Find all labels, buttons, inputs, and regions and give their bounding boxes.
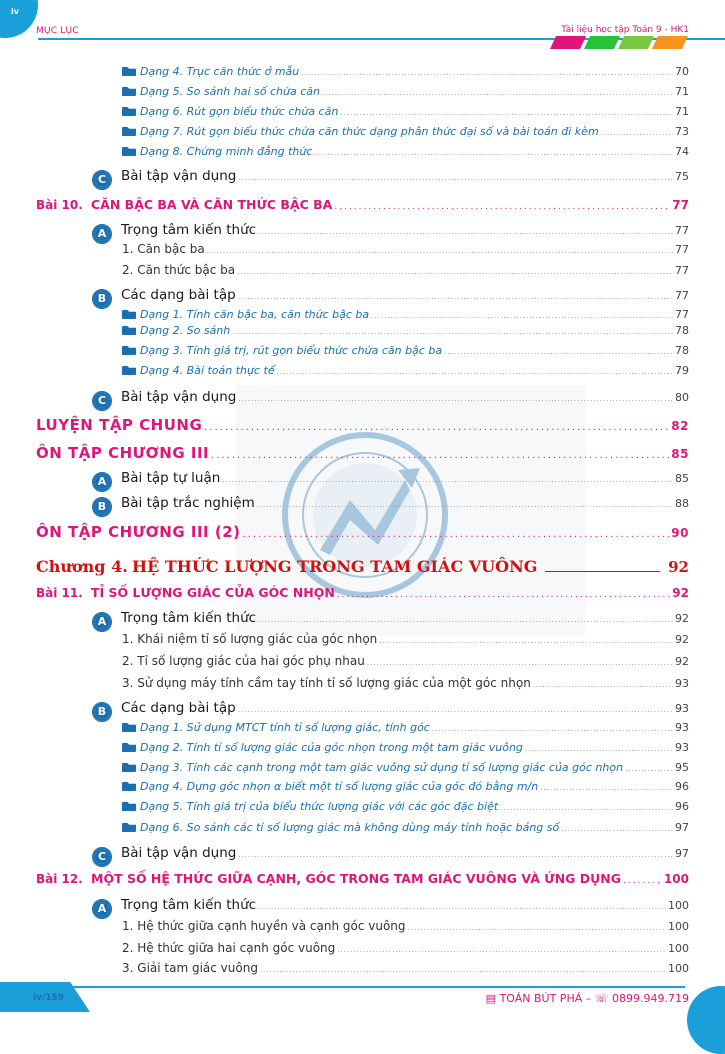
toc-entry-luyen[interactable] — [36, 444, 689, 462]
section-badge — [92, 497, 112, 517]
entry-page: 78 — [675, 324, 689, 337]
footer-rule — [0, 986, 685, 988]
entry-page: 96 — [675, 780, 689, 793]
folder-icon — [122, 723, 136, 732]
entry-title: 3. Giải tam giác vuông — [122, 961, 258, 975]
dot-leader — [408, 924, 666, 932]
dot-leader — [257, 501, 673, 509]
toc-entry-dang[interactable] — [122, 145, 689, 158]
header-section-title: MỤC LỤC — [36, 26, 79, 36]
dot-leader — [301, 69, 673, 77]
publisher-name: TOÁN BÚT PHÁ — [499, 992, 583, 1005]
dot-leader — [379, 637, 673, 645]
dot-leader — [371, 312, 673, 320]
toc-entry-dang[interactable] — [122, 85, 689, 98]
section-badge-letter: A — [95, 475, 109, 489]
dot-leader — [211, 450, 669, 461]
stripe — [584, 36, 620, 49]
section-badge-letter: B — [95, 500, 109, 514]
section-badge — [92, 472, 112, 492]
entry-page: 93 — [675, 702, 689, 715]
dot-leader — [561, 825, 673, 833]
folder-icon — [122, 127, 136, 136]
dot-leader — [322, 89, 673, 97]
toc-entry-dang[interactable] — [122, 761, 689, 774]
entry-page: 78 — [675, 344, 689, 357]
folder-icon — [122, 782, 136, 791]
entry-title: Dạng 4. Trục căn thức ở mẫu — [140, 65, 300, 78]
entry-title: Dạng 2. So sánh — [140, 324, 231, 337]
toc-entry-sec[interactable] — [92, 221, 689, 241]
entry-title: 1. Khái niệm tỉ số lượng giác của góc nhọn — [122, 632, 378, 646]
dot-leader — [277, 368, 673, 376]
dot-leader — [444, 348, 673, 356]
toc-entry-dang[interactable] — [122, 65, 689, 78]
folder-icon — [122, 743, 136, 752]
entry-page: 95 — [675, 761, 689, 774]
toc-entry-sub[interactable] — [122, 941, 689, 955]
entry-title: Dạng 1. Tính căn bậc ba, căn thức bậc ba — [140, 308, 370, 321]
entry-page: 71 — [675, 85, 689, 98]
entry-page: 71 — [675, 105, 689, 118]
entry-page: 90 — [671, 526, 689, 540]
footer-separator: – — [585, 992, 592, 1005]
toc-entry-dang[interactable] — [122, 344, 689, 357]
entry-title: 2. Căn thức bậc ba — [122, 263, 236, 277]
dot-leader — [258, 616, 673, 624]
entry-title: Bài tập vận dụng — [121, 845, 237, 861]
entry-title: Dạng 2. Tính tỉ số lượng giác của góc nhọn trong một tam giác vuông — [140, 741, 523, 754]
entry-title: ÔN TẬP CHƯƠNG III — [36, 444, 210, 462]
toc-entry-dang[interactable] — [122, 800, 689, 813]
section-badge-letter: A — [95, 902, 109, 916]
section-badge — [92, 170, 112, 190]
toc-entry-dang[interactable] — [122, 105, 689, 118]
entry-title: 3. Sử dụng máy tính cầm tay tính tỉ số lượng giác của một góc nhọn — [122, 676, 531, 690]
folder-icon — [122, 823, 136, 832]
dot-leader — [207, 247, 673, 255]
dot-leader — [432, 725, 673, 733]
entry-page: 92 — [675, 612, 689, 625]
entry-page: 93 — [675, 721, 689, 734]
entry-page: 77 — [675, 243, 689, 256]
toc-entry-sec[interactable] — [92, 896, 689, 916]
entry-page: 93 — [675, 741, 689, 754]
dot-leader — [337, 590, 671, 600]
entry-title: Trọng tâm kiến thức — [121, 222, 257, 238]
stripe — [652, 36, 688, 49]
dot-leader — [337, 946, 666, 954]
dot-leader — [237, 268, 673, 276]
entry-page: 97 — [675, 847, 689, 860]
entry-page: 75 — [675, 170, 689, 183]
entry-number: Bài 11. — [36, 586, 83, 600]
dot-leader — [601, 129, 673, 137]
dot-leader — [545, 559, 660, 572]
section-badge-letter: A — [95, 227, 109, 241]
entry-title: Trọng tâm kiến thức — [121, 610, 257, 626]
section-badge — [92, 899, 112, 919]
entry-title: 2. Tỉ số lượng giác của hai góc phụ nhau — [122, 654, 365, 668]
entry-page: 77 — [675, 289, 689, 302]
section-badge — [92, 391, 112, 411]
entry-title: Dạng 1. Sử dụng MTCT tính tỉ số lượng giác, tính góc — [140, 721, 430, 734]
section-badge — [92, 224, 112, 244]
dot-leader — [500, 804, 673, 812]
dot-leader — [238, 174, 673, 182]
toc-entry-sub[interactable] — [122, 961, 689, 975]
section-badge — [92, 847, 112, 867]
entry-title: HỆ THỨC LƯỢNG TRONG TAM GIÁC VUÔNG — [132, 557, 538, 576]
folder-icon — [122, 87, 136, 96]
folder-icon — [122, 310, 136, 319]
document-icon: ▤ — [485, 992, 497, 1005]
toc-entry-sec[interactable] — [92, 609, 689, 629]
phone-number: 0899.949.719 — [612, 992, 689, 1005]
entry-number: Bài 12. — [36, 872, 83, 886]
entry-page: 77 — [672, 198, 689, 212]
toc-entry-dang[interactable] — [122, 364, 689, 377]
entry-page: 92 — [672, 586, 689, 600]
dot-leader — [204, 422, 669, 433]
entry-title: LUYỆN TẬP CHUNG — [36, 416, 203, 434]
toc-entry-sec[interactable] — [92, 286, 689, 306]
dot-leader — [232, 328, 673, 336]
entry-title: Dạng 6. Rút gọn biểu thức chứa căn — [140, 105, 339, 118]
dot-leader — [260, 966, 666, 974]
entry-page: 92 — [668, 558, 689, 576]
entry-title: Bài tập vận dụng — [121, 389, 237, 405]
entry-page: 93 — [675, 677, 689, 690]
entry-title: Dạng 3. Tính các cạnh trong một tam giác vuông sử dụng tỉ số lượng giác của góc nhọn — [140, 761, 624, 774]
entry-page: 85 — [671, 447, 689, 461]
folder-icon — [122, 346, 136, 355]
dot-leader — [238, 706, 673, 714]
entry-title: Dạng 6. So sánh các tỉ số lượng giác mà không dùng máy tính hoặc bảng số — [140, 821, 560, 834]
toc-entry-luyen[interactable] — [36, 416, 689, 434]
toc-entry-sec[interactable] — [92, 167, 689, 187]
dot-leader — [334, 202, 670, 212]
section-badge-letter: C — [95, 850, 109, 864]
entry-page: 100 — [668, 962, 689, 975]
dot-leader — [314, 149, 673, 157]
entry-title: Dạng 3. Tính giá trị, rút gọn biểu thức chứa căn bậc ba — [140, 344, 443, 357]
toc-entry-bai[interactable] — [36, 585, 689, 600]
dot-leader — [367, 659, 673, 667]
entry-title: Dạng 5. Tính giá trị của biểu thức lượng giác với các góc đặc biệt — [140, 800, 499, 813]
toc-entry-sub[interactable] — [122, 632, 689, 646]
toc-entry-dang[interactable] — [122, 780, 689, 793]
entry-page: 73 — [675, 125, 689, 138]
entry-page: 77 — [675, 308, 689, 321]
entry-page: 100 — [668, 920, 689, 933]
footer-page-number: iv/159 — [33, 993, 65, 1003]
toc-entry-dang[interactable] — [122, 741, 689, 754]
dot-leader — [238, 293, 673, 301]
entry-page: 97 — [675, 821, 689, 834]
dot-leader — [258, 228, 673, 236]
entry-title: Dạng 8. Chứng minh đẳng thức — [140, 145, 313, 158]
toc-entry-sub[interactable] — [122, 263, 689, 277]
folder-icon — [122, 326, 136, 335]
section-badge-letter: B — [95, 292, 109, 306]
entry-title: CĂN BẬC BA VÀ CĂN THỨC BẬC BA — [91, 197, 333, 212]
toc-entry-sec[interactable] — [92, 844, 689, 864]
entry-page: 88 — [675, 497, 689, 510]
toc-entry-dang[interactable] — [122, 308, 689, 321]
entry-page: 80 — [675, 391, 689, 404]
entry-title: Dạng 5. So sánh hai số chứa căn — [140, 85, 320, 98]
entry-title: ÔN TẬP CHƯƠNG III (2) — [36, 523, 241, 541]
header-corner-circle — [0, 0, 38, 38]
toc-entry-sec[interactable] — [92, 494, 689, 514]
dot-leader — [222, 476, 673, 484]
dot-leader — [258, 903, 666, 911]
entry-page: 92 — [675, 633, 689, 646]
dot-leader — [242, 529, 669, 540]
entry-title: Bài tập trắc nghiệm — [121, 495, 255, 511]
header-color-stripes — [545, 36, 687, 49]
entry-title: Dạng 7. Rút gọn biểu thức chứa căn thức dạng phân thức đại số và bài toán đi kèm — [140, 125, 599, 138]
toc-entry-bai[interactable] — [36, 197, 689, 212]
section-badge-letter: B — [95, 705, 109, 719]
entry-number: Bài 10. — [36, 198, 83, 212]
entry-page: 85 — [675, 472, 689, 485]
dot-leader — [525, 745, 673, 753]
toc-entry-dang[interactable] — [122, 821, 689, 834]
toc-entry-dang[interactable] — [122, 324, 689, 337]
entry-page: 70 — [675, 65, 689, 78]
toc-entry-dang[interactable] — [122, 125, 689, 138]
section-badge — [92, 612, 112, 632]
toc-entry-sec[interactable] — [92, 469, 689, 489]
dot-leader — [533, 681, 673, 689]
toc-entry-dang[interactable] — [122, 721, 689, 734]
dot-leader — [625, 765, 673, 773]
entry-title: Dạng 4. Dựng góc nhọn α biết một tỉ số lượng giác của góc đó bằng m/n — [140, 780, 539, 793]
entry-page: 74 — [675, 145, 689, 158]
stripe — [550, 36, 586, 49]
dot-leader — [238, 851, 673, 859]
toc-entry-sub[interactable] — [122, 919, 689, 933]
folder-icon — [122, 67, 136, 76]
header-page-roman: iv — [11, 7, 19, 16]
entry-page: 96 — [675, 800, 689, 813]
footer-corner-circle — [687, 986, 725, 1054]
folder-icon — [122, 107, 136, 116]
entry-title: TỈ SỐ LƯỢNG GIÁC CỦA GÓC NHỌN — [91, 585, 335, 600]
section-badge-letter: C — [95, 394, 109, 408]
folder-icon — [122, 802, 136, 811]
entry-page: 100 — [668, 899, 689, 912]
toc-entry-sub[interactable] — [122, 676, 689, 690]
toc-entry-luyen[interactable] — [36, 523, 689, 541]
toc-entry-sec[interactable] — [92, 388, 689, 408]
folder-icon — [122, 147, 136, 156]
entry-number: Chương 4. — [36, 557, 128, 576]
toc-entry-bai[interactable] — [36, 871, 689, 886]
entry-title: Dạng 4. Bài toán thực tế — [140, 364, 275, 377]
toc-entry-sec[interactable] — [92, 699, 689, 719]
toc-entry-sub[interactable] — [122, 654, 689, 668]
folder-icon — [122, 366, 136, 375]
entry-title: 1. Căn bậc ba — [122, 242, 205, 256]
entry-title: 2. Hệ thức giữa hai cạnh góc vuông — [122, 941, 336, 955]
entry-page: 100 — [668, 942, 689, 955]
toc-entry-chap[interactable] — [36, 557, 689, 576]
dot-leader — [238, 395, 673, 403]
entry-title: Các dạng bài tập — [121, 287, 236, 303]
entry-title: Bài tập vận dụng — [121, 168, 237, 184]
entry-title: 1. Hệ thức giữa cạnh huyền và cạnh góc vuông — [122, 919, 406, 933]
header-book-title: Tài liệu học tập Toán 9 - HK1 — [561, 25, 689, 35]
section-badge-letter: A — [95, 615, 109, 629]
entry-title: Các dạng bài tập — [121, 700, 236, 716]
entry-page: 77 — [675, 264, 689, 277]
entry-page: 100 — [663, 872, 689, 886]
entry-page: 82 — [671, 419, 689, 433]
entry-title: Trọng tâm kiến thức — [121, 897, 257, 913]
footer-contact — [486, 992, 689, 1005]
section-badge — [92, 289, 112, 309]
dot-leader — [540, 784, 673, 792]
toc-entry-sub[interactable] — [122, 242, 689, 256]
stripe — [618, 36, 654, 49]
entry-page: 77 — [675, 224, 689, 237]
dot-leader — [623, 876, 662, 886]
section-badge — [92, 702, 112, 722]
entry-title: Bài tập tự luận — [121, 470, 221, 486]
phone-icon: ☏ — [594, 992, 609, 1005]
entry-page: 92 — [675, 655, 689, 668]
dot-leader — [340, 109, 673, 117]
folder-icon — [122, 763, 136, 772]
entry-title: MỘT SỐ HỆ THỨC GIỮA CẠNH, GÓC TRONG TAM GIÁC VUÔNG VÀ ỨNG DỤNG — [91, 871, 622, 886]
entry-page: 79 — [675, 364, 689, 377]
section-badge-letter: C — [95, 173, 109, 187]
